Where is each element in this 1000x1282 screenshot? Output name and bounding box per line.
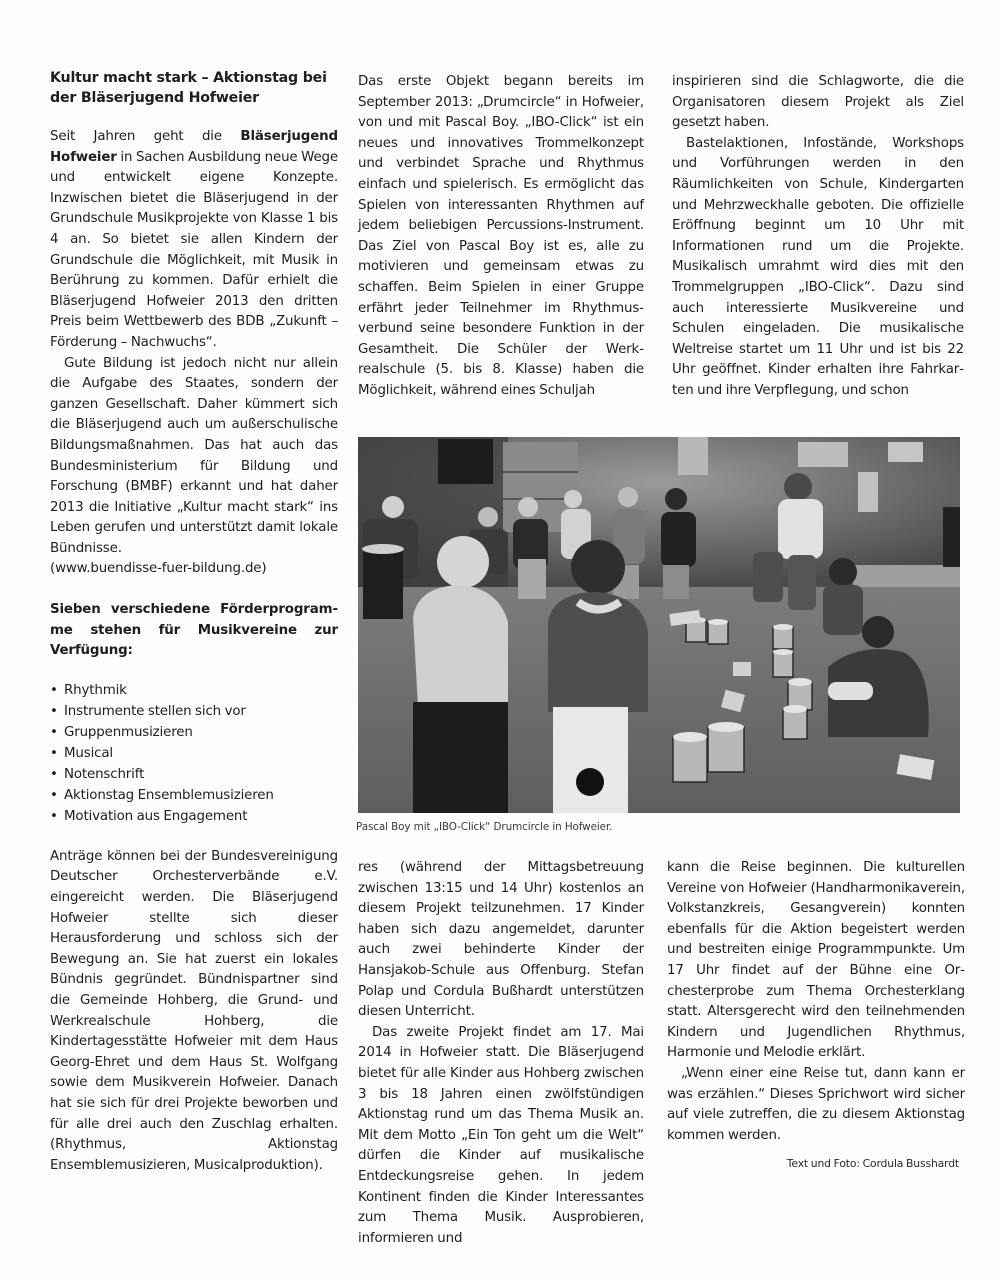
program-item [50, 680, 338, 701]
photo-caption: Pascal Boy mit „IBO-Click“ Drumcircle in Hofweier. [356, 821, 613, 833]
bullet-icon: • [50, 682, 58, 698]
column-1 [50, 68, 338, 1176]
program-label: Gruppenmusizieren [64, 724, 193, 740]
program-label: Notenschrift [64, 766, 145, 782]
article-headline: Kultur macht stark – Aktionstag bei der Bläserjugend Hofweier [50, 70, 327, 106]
second-project-paragraph: Das zweite Projekt findet am 17. Mai 2014 in Hofweier statt. Die Bläserjugend bietet für alle Kinder aus Hohberg zwischen 3 bis 18 Jahren einen zwölfstündigen Aktionstag rund um das Thema Musik an. Mit dem Motto „Ein Ton geht um die Welt“ dürfen die Kinder auf musikalische Entdeckungsreise gehen. In jedem Kontinent finden die Kinder Interessantes zum Thema Musik. Ausprobieren, informieren und [358, 1024, 644, 1246]
intro-text-rest: in Sachen Ausbildung neue Wege und entwickelt eigene Konzepte. Inzwischen bietet die Bläserjugend in der Grundschule Musikprojekte von Klasse 1 bis 4 an. So bietet sie allen Kindern der Grundschule die Möglichkeit, mit Musik in Berührung zu kommen. Dafür erhielt die Bläserjugend Hofweier 2013 den dritten Preis beim Wettbewerb des BDB „Zukunft – Förderung – Nachwuchs“. [50, 149, 338, 350]
goals-paragraph: inspirieren sind die Schlagworte, die die Organisatoren diesem Projekt als Ziel gesetzt haben. [672, 74, 964, 131]
tv-screen [438, 439, 493, 484]
intro-bold-name: Bläserjugend Hofweier [50, 129, 338, 165]
applications-paragraph: Anträge können bei der Bundesvereinigung Deutscher Orchesterverbände e.V. eingereicht werden. Die Bläserjugend Hofweier stellte sich dieser Herausforderung und schloss sich der Bewegung an. Sie hat zuerst ein lokales Bündnis gegründet. Bündnispartner sind die Gemeinde Hohberg, die Grund- und Werkrealschule Hohberg, die Kindertagesstätte Hofweier mit dem Haus Georg-Ehret und dem Haus St. Wolfgang sowie dem Musikverein Hofweier. Danach hat sie sich für drei Projekte beworben und für alle drei auch den Zuschlag erhalten. (Rhythmus, Aktionstag Ensemblemusizieren, Musicalproduktion). [50, 848, 338, 1173]
proverb-paragraph: „Wenn einer eine Reise tut, dann kann er was erzählen.“ Dieses Sprichwort wird sicher auf viele zutreffen, die zu diesem Aktionstag kommen werden. [667, 1065, 965, 1143]
drumcircle-paragraph: Das erste Objekt begann bereits im September 2013: „Drumcircle“ in Hofweier, von und mit Pascal Boy. „IBO-Click“ ist ein neues und innovatives Trommelkonzept und verbindet Sprache und Rhythmus einfach und spielerisch. Es ermöglicht das Spielen von interessanten Rhythmen auf jedem beliebigen Percussions-Instrument. Das Ziel von Pascal Boy ist es, alle zu motivieren und gemeinsam etwas zu schaffen. Beim Spielen in einer Gruppe erfährt jeder Teilnehmer im Rhythmusverbund seine besondere Funktion in der Gesamtheit. Die Schüler der Werkrealschule (5. bis 8. Klasse) haben die Möglichkeit, während eines Schuljah [358, 74, 644, 398]
program-schedule-paragraph: Bastelaktionen, Infostände, Workshops und Vorführungen werden in den Räumlichkeiten von Schule, Kindergarten und Mehrzweckhalle geboten. Die offizielle Eröffnung beginnt um 10 Uhr mit Informationen rund um die Projekte. Musikalisch umrahmt wird dies mit den Trommelgruppen „IBO-Click“. Dazu sind auch interessierte Musikvereine und Schulen eingeladen. Die musikalische Weltreise startet um 11 Uhr und ist bis 22 Uhr geöffnet. Kinder erhalten ihre Fahrkarten und ihre Verpflegung, und schon [672, 135, 964, 398]
bullet-icon: • [50, 808, 58, 824]
cajon-white [553, 707, 628, 813]
bullet-icon: • [50, 703, 58, 719]
bullet-icon: • [50, 766, 58, 782]
program-item [50, 701, 338, 722]
participants-paragraph: res (während der Mittagsbetreuung zwischen 13:15 und 14 Uhr) kostenlos an diesem Projekt teilzunehmen. 17 Kinder haben sich dazu angemeldet, darunter auch zwei behinderte Kinder der Hansjakob-Schule aus Offenburg. Stefan Polap und Cordula Bußhardt unterstützen diesen Unterricht. [358, 860, 644, 1020]
clubs-paragraph: kann die Reise beginnen. Die kulturellen Vereine von Hofweier (Handharmonikaverein, Volkstanzkreis, Gesangverein) konnten ebenfalls für die Aktion begeistert werden und bestreiten einige Programmpunkte. Um 17 Uhr findet auf der Bühne eine Orchesterprobe zum Thema Orchesterklang statt. Altersgerecht wird den teilnehmenden Kindern und Jugendlichen Rhythmus, Harmonie und Melodie erklärt. [667, 860, 965, 1061]
photo-illustration [358, 437, 960, 813]
intro-text-start: Seit Jahren geht die [50, 129, 241, 144]
djembe [363, 549, 403, 619]
program-label: Rhythmik [64, 682, 127, 698]
program-item [50, 722, 338, 743]
column-2-top [358, 72, 644, 402]
intro-paragraph [50, 127, 338, 354]
bullet-icon: • [50, 745, 58, 761]
cajon-dark [413, 702, 508, 813]
table [853, 565, 960, 587]
program-label: Musical [64, 745, 113, 761]
cajon-soundhole [576, 768, 604, 796]
programs-list [50, 680, 338, 827]
program-label: Aktionstag Ensemblemusizieren [64, 787, 274, 803]
bullet-icon: • [50, 724, 58, 740]
program-item [50, 743, 338, 764]
bullet-icon: • [50, 787, 58, 803]
education-paragraph: Gute Bildung ist jedoch nicht nur allein die Aufgabe des Staates, sondern der ganzen Gesellschaft. Daher kümmert sich die Bläserjugend auch um außerschulische Bildungsmaßnahmen. Das hat auch das Bundesministerium für Bildung und Forschung (BMBF) erkannt und hat daher 2013 die Initiative „Kultur macht stark“ ins Leben gerufen und unterstützt damit lokale Bündnisse. [50, 355, 338, 556]
drumcircle-photo [358, 437, 960, 813]
program-label: Instrumente stellen sich vor [64, 703, 246, 719]
website-link[interactable]: (www.buendisse-fuer-bildung.de) [50, 561, 267, 577]
column-3-bottom [667, 858, 965, 1175]
program-item [50, 806, 338, 827]
column-2-bottom [358, 858, 644, 1249]
programs-subhead: Sieben verschiedene Förderprogramme stehen für Musikvereine zur Verfügung: [50, 602, 338, 659]
program-item [50, 785, 338, 806]
program-item [50, 764, 338, 785]
program-label: Motivation aus Engagement [64, 808, 248, 824]
author-credit: Text und Foto: Cordula Busshardt [786, 1157, 959, 1171]
column-3-top [672, 72, 964, 402]
